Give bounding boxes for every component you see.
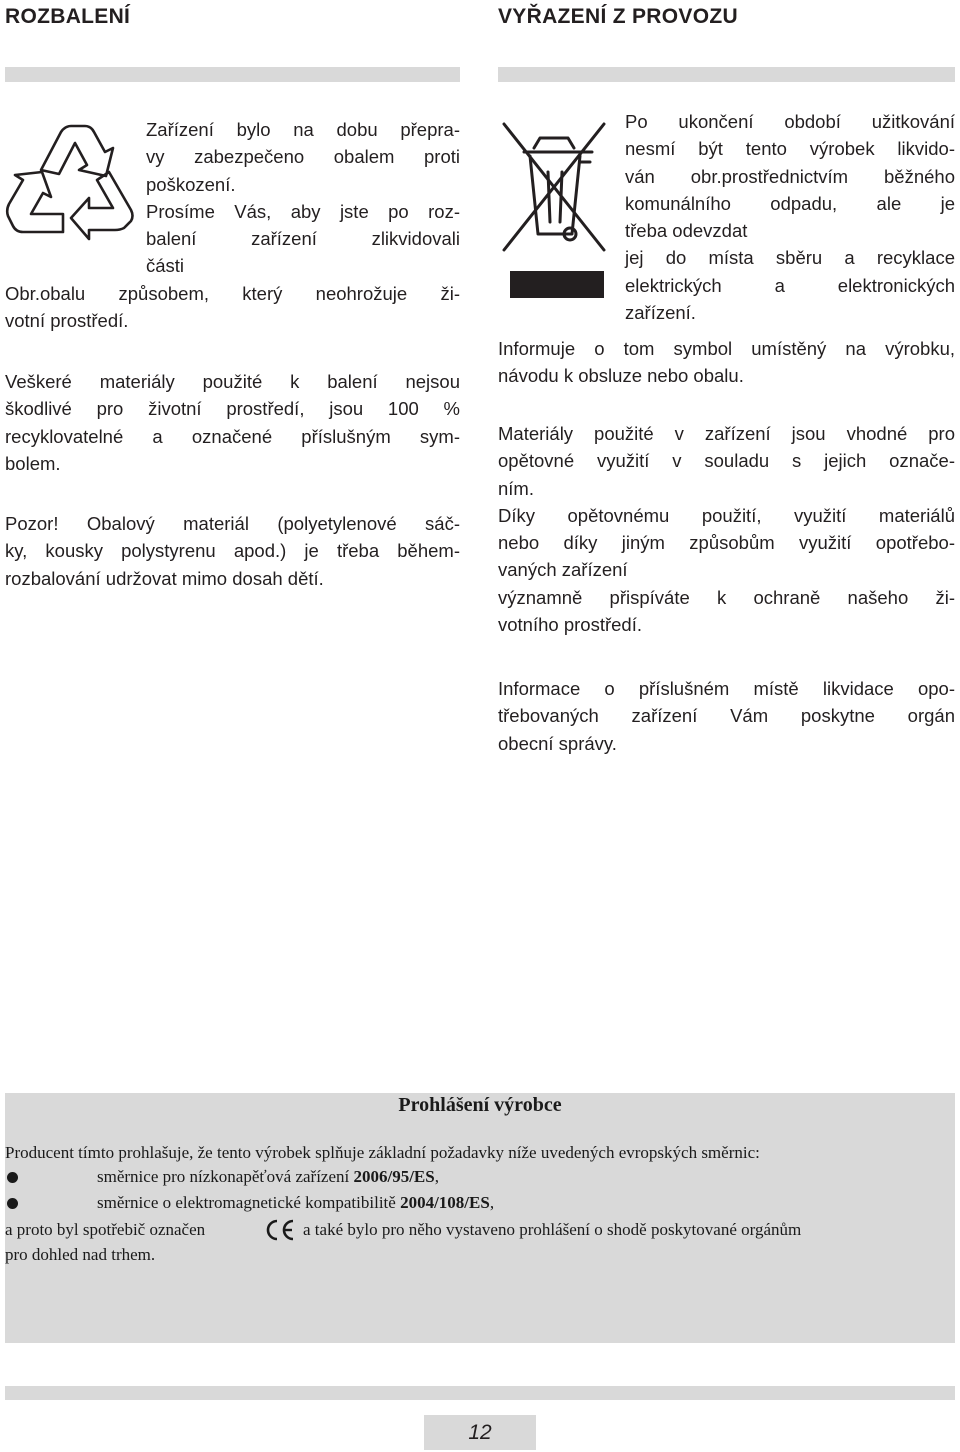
text-line: Informuje o tom symbol umístěný na výrobku, — [498, 338, 955, 359]
unpacking-warning-paragraph — [5, 510, 460, 592]
text-line: části — [146, 255, 185, 277]
text-line: Materiály použité v zařízení jsou vhodné pro — [498, 423, 955, 444]
heading-divider-right — [498, 67, 955, 82]
text-line: zařízení. — [625, 302, 696, 324]
directive-punct: , — [489, 1193, 495, 1212]
declaration-intro: Producent tímto prohlašuje, že tento výrobek splňuje základní požadavky níže uvedených evropských směrnic: — [5, 1143, 760, 1162]
text-line: třeba odevzdat — [625, 220, 748, 242]
text-line: jej do místa sběru a recyklace — [625, 247, 955, 269]
directive-code: 2004/108/ES — [400, 1193, 490, 1212]
crossed-bin-icon — [500, 122, 612, 300]
text-line: Informace o příslušném místě likvidace opo- — [498, 678, 955, 699]
text-line: škodlivé pro životní prostředí, jsou 100 % — [5, 398, 460, 420]
text-line: votní prostředí. — [5, 310, 129, 332]
declaration-title: Prohlášení výrobce — [398, 1094, 562, 1116]
text-line: rozbalování udržovat mimo dosah dětí. — [5, 567, 324, 589]
text-line: bolem. — [5, 452, 61, 474]
decommissioning-authority-paragraph — [498, 675, 955, 757]
text-line: ky, kousky polystyrenu apod.) je třeba během- — [5, 540, 460, 562]
page-number: 12 — [468, 1421, 492, 1444]
text-line: vaných zařízení — [498, 559, 628, 581]
text-line: třebovaných zařízení Vám poskytne orgán — [498, 705, 955, 727]
decommissioning-intro — [625, 108, 955, 326]
text-line: Pozor! Obalový materiál (polyetylenové sáč- — [5, 513, 460, 534]
footer-divider — [5, 1386, 955, 1400]
text-line: poškození. — [146, 173, 236, 195]
declaration-directive-emc — [97, 1191, 494, 1215]
declaration-directive-low-voltage — [97, 1165, 439, 1189]
bullet-icon — [7, 1172, 18, 1183]
section-heading-unpacking: ROZBALENÍ — [5, 5, 131, 28]
declaration-ce-line-end: a také bylo pro něho vystaveno prohlášení o shodě poskytované orgánům — [303, 1220, 802, 1239]
heading-divider-left — [5, 67, 460, 82]
text-line: Veškeré materiály použité k balení nejsou — [5, 371, 460, 392]
text-line: recyklovatelné a označené příslušným sym- — [5, 425, 460, 447]
text-line: elektrických a elektronických — [625, 274, 955, 296]
text-line: ním. — [498, 477, 534, 499]
text-line: Díky opětovnému použití, využití materiálů — [498, 504, 955, 526]
text-line: obecní správy. — [498, 732, 617, 754]
text-line: vy zabezpečeno obalem proti — [146, 146, 460, 168]
decommissioning-reuse-paragraph — [498, 420, 955, 638]
text-line: nebo díky jiným způsobům využití opotřebo- — [498, 532, 955, 554]
text-line: ván obr.prostřednictvím běžného — [625, 165, 955, 187]
decommissioning-symbol-paragraph — [498, 335, 955, 390]
directive-code: 2006/95/ES — [353, 1167, 435, 1186]
text-line: Prosíme Vás, aby jste po roz- — [146, 200, 460, 222]
recycle-icon — [5, 122, 137, 242]
declaration-ce-line-start: a proto byl spotřebič označen — [5, 1220, 206, 1239]
text-line: Zařízení bylo na dobu přepra- — [146, 119, 460, 140]
text-line: balení zařízení zlikvidovali — [146, 228, 460, 250]
text-line: opětovné využití v souladu s jejich označe- — [498, 450, 955, 472]
text-line: nesmí být tento výrobek likvido- — [625, 138, 955, 160]
text-line: návodu k obsluze nebo obalu. — [498, 365, 744, 387]
bullet-icon — [7, 1198, 18, 1209]
declaration-last-line: pro dohled nad trhem. — [5, 1245, 156, 1264]
directive-text: směrnice pro nízkonapěťová zařízení — [97, 1167, 354, 1186]
directive-text: směrnice o elektromagnetické kompatibilitě — [97, 1193, 401, 1212]
unpacking-intro-tail — [5, 280, 460, 335]
text-line: významně přispíváte k ochraně našeho ži- — [498, 586, 955, 608]
text-line: Obr.obalu způsobem, který neohrožuje ži- — [5, 283, 460, 304]
section-heading-decommissioning: VYŘAZENÍ Z PROVOZU — [498, 5, 738, 28]
directive-punct: , — [434, 1167, 439, 1186]
text-line: komunálního odpadu, ale je — [625, 192, 955, 214]
text-line: votního prostředí. — [498, 614, 642, 636]
unpacking-intro — [146, 116, 460, 280]
ce-mark-icon — [264, 1218, 296, 1242]
text-line: Po ukončení období užitkování — [625, 111, 955, 132]
unpacking-materials-paragraph — [5, 368, 460, 477]
